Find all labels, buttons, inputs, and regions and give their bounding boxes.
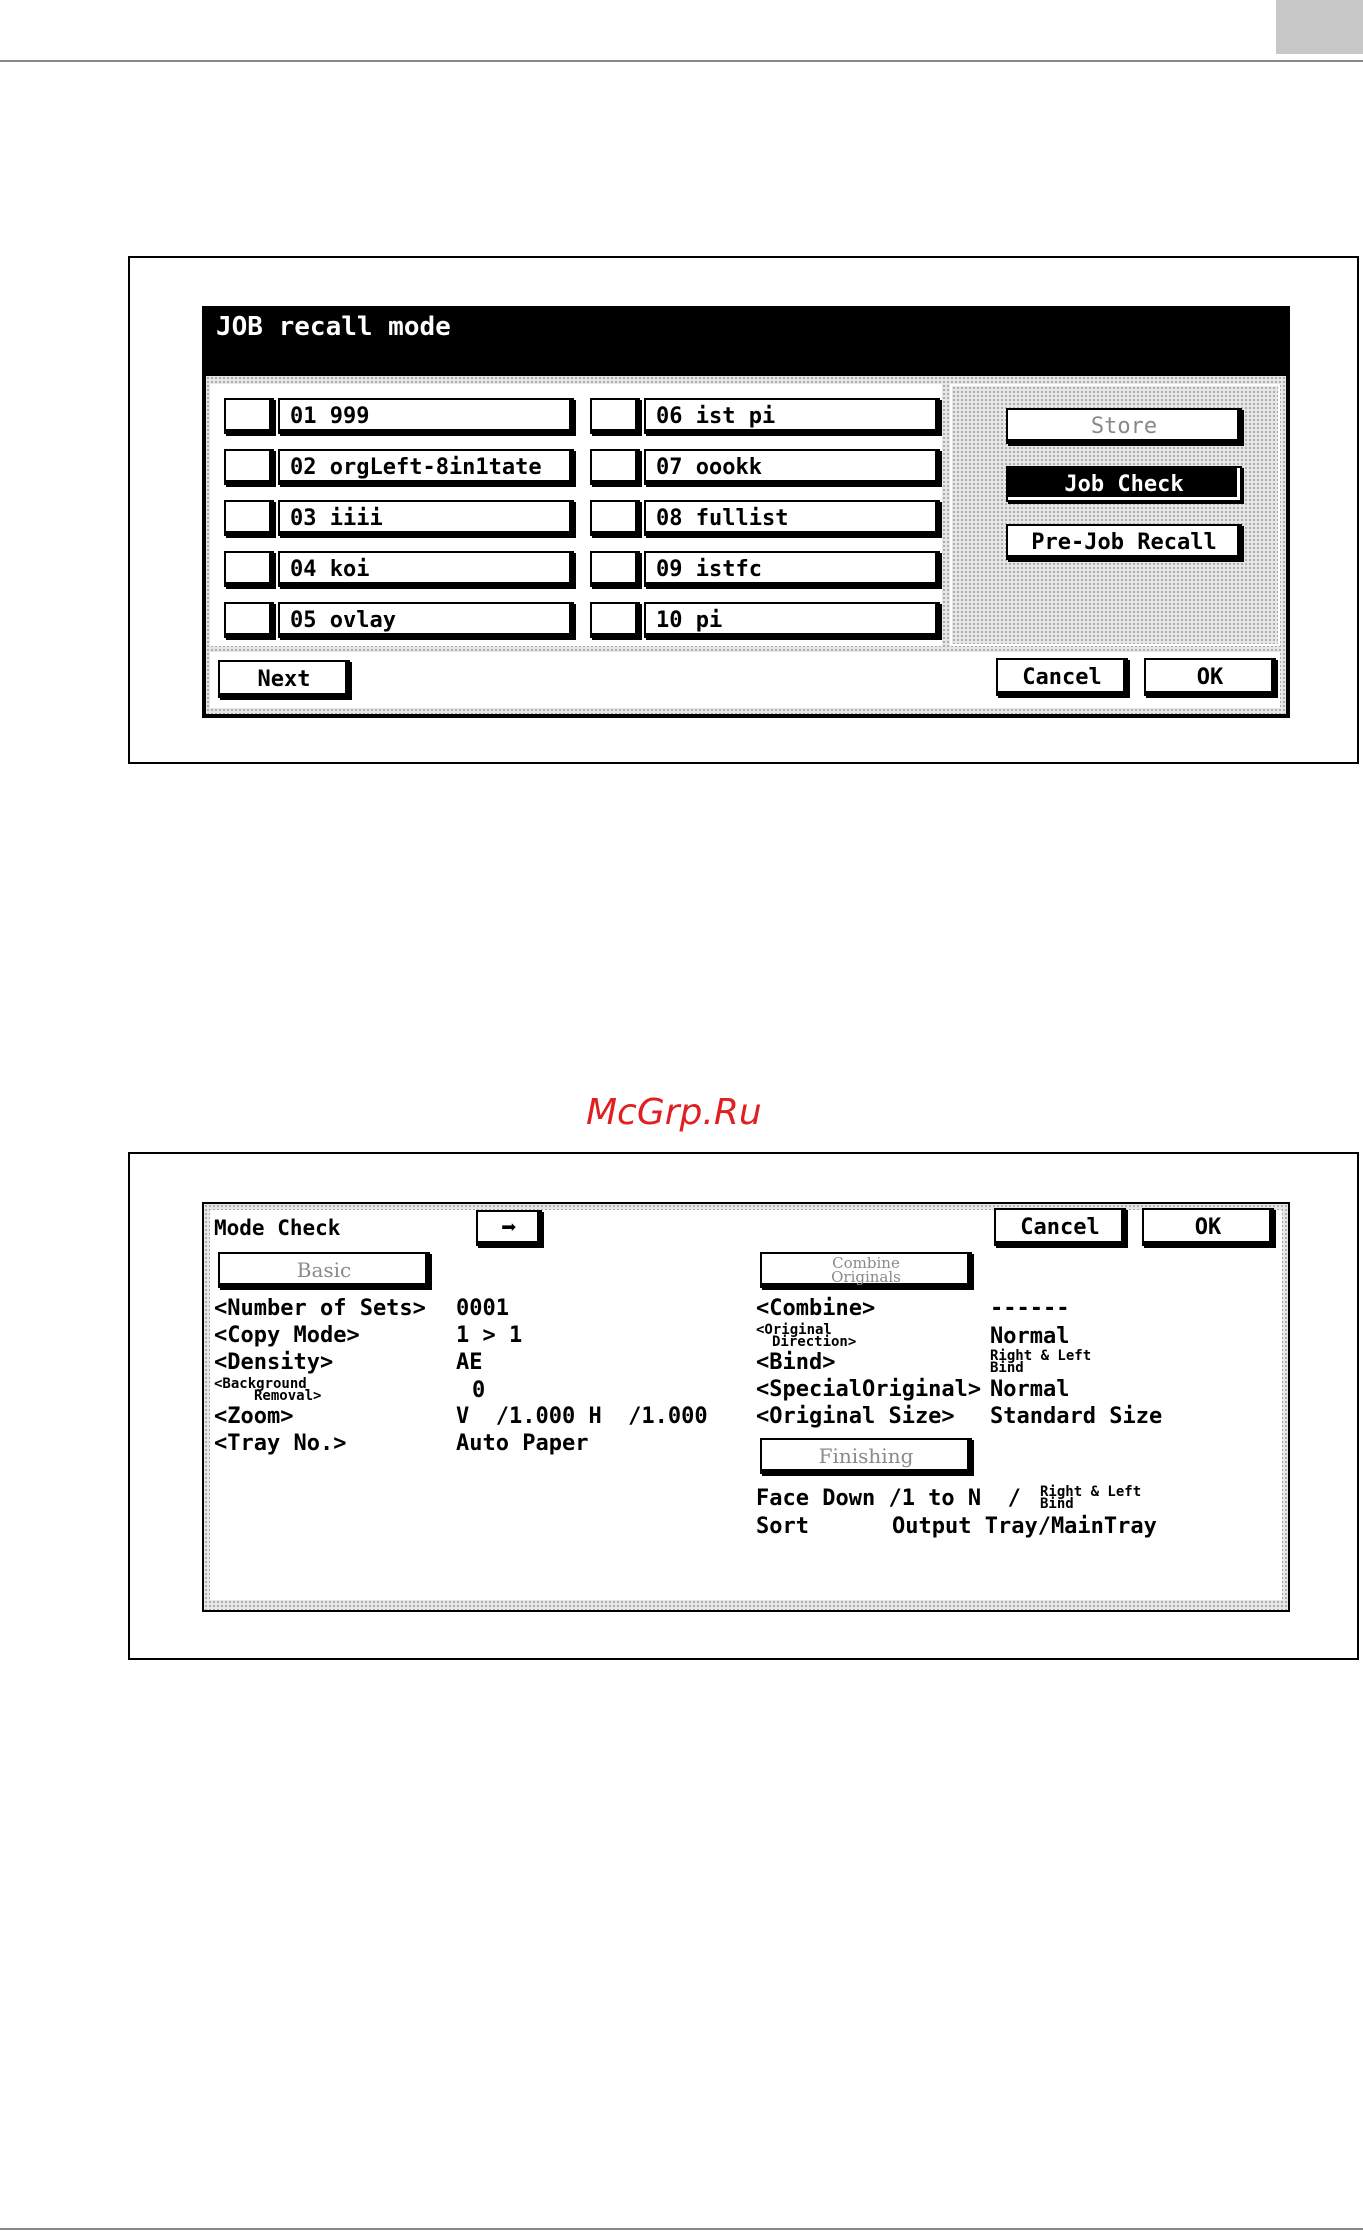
job-button[interactable]: 07 oookk xyxy=(644,449,940,485)
setting-value: 0 xyxy=(472,1378,486,1403)
setting-label: <Background xyxy=(214,1376,307,1392)
setting-label: <Copy Mode> xyxy=(214,1323,360,1348)
setting-label: Direction> xyxy=(772,1334,857,1350)
job-select-box[interactable] xyxy=(590,449,640,485)
ok-button[interactable]: OK xyxy=(1142,1208,1274,1246)
job-button[interactable]: 03 iiii xyxy=(278,500,574,536)
job-check-button[interactable]: Job Check xyxy=(1006,466,1242,502)
finishing-value: Bind xyxy=(1040,1496,1074,1512)
setting-label: <Density> xyxy=(214,1350,334,1375)
job-select-box[interactable] xyxy=(590,602,640,638)
job-select-box[interactable] xyxy=(224,602,274,638)
job-select-box[interactable] xyxy=(590,398,640,434)
mode-check-screen xyxy=(202,1202,1290,1612)
setting-label: <Combine> xyxy=(756,1296,876,1321)
setting-value: Output Tray/MainTray xyxy=(892,1514,1157,1539)
job-button[interactable]: 02 orgLeft-8in1tate xyxy=(278,449,574,485)
job-select-box[interactable] xyxy=(224,398,274,434)
setting-label: <Original xyxy=(756,1322,832,1338)
setting-value: Normal xyxy=(990,1324,1070,1349)
setting-label: Removal> xyxy=(254,1388,322,1404)
basic-section-tab: Basic xyxy=(218,1252,430,1288)
store-button[interactable]: Store xyxy=(1006,408,1242,444)
job-select-box[interactable] xyxy=(590,551,640,587)
job-button[interactable]: 04 koi xyxy=(278,551,574,587)
setting-value: Standard Size xyxy=(990,1404,1163,1429)
setting-value: ------ xyxy=(990,1296,1070,1321)
setting-label: <SpecialOriginal> xyxy=(756,1377,982,1402)
right-arrow-icon: ➡ xyxy=(501,1213,517,1243)
setting-label: <Number of Sets> xyxy=(214,1296,426,1321)
setting-label: <Bind> xyxy=(756,1350,836,1375)
job-select-box[interactable] xyxy=(224,500,274,536)
header-rule xyxy=(0,60,1363,62)
job-recall-screen xyxy=(202,306,1290,718)
ok-button[interactable]: OK xyxy=(1144,658,1276,696)
setting-value: 1 > 1 xyxy=(456,1323,523,1348)
watermark-text: McGrp.Ru xyxy=(586,1092,762,1133)
next-button[interactable]: Next xyxy=(218,660,350,698)
figure-frame-job-recall xyxy=(128,256,1359,764)
setting-value: Normal xyxy=(990,1377,1070,1402)
job-button[interactable]: 06 ist pi xyxy=(644,398,940,434)
setting-label: <Original Size> xyxy=(756,1404,955,1429)
setting-value: Auto Paper xyxy=(456,1431,589,1456)
job-select-box[interactable] xyxy=(590,500,640,536)
pre-job-recall-button[interactable]: Pre-Job Recall xyxy=(1006,524,1242,560)
job-button[interactable]: 10 pi xyxy=(644,602,940,638)
job-button[interactable]: 09 istfc xyxy=(644,551,940,587)
figure-frame-mode-check xyxy=(128,1152,1359,1660)
setting-value: Bind xyxy=(990,1360,1024,1376)
setting-value: V /1.000 H /1.000 xyxy=(456,1404,708,1429)
job-button[interactable]: 05 ovlay xyxy=(278,602,574,638)
mode-check-title: Mode Check xyxy=(214,1216,341,1240)
next-page-button[interactable] xyxy=(476,1210,542,1246)
header-tab xyxy=(1276,0,1363,54)
combine-originals-section-tab: Combine Originals xyxy=(760,1252,972,1288)
finishing-section-tab: Finishing xyxy=(760,1438,972,1474)
job-select-box[interactable] xyxy=(224,551,274,587)
setting-value: 0001 xyxy=(456,1296,509,1321)
job-select-box[interactable] xyxy=(224,449,274,485)
cancel-button[interactable]: Cancel xyxy=(994,1208,1126,1246)
setting-value: Right & Left xyxy=(990,1348,1092,1364)
setting-value: AE xyxy=(456,1350,483,1375)
screen-title: JOB recall mode xyxy=(202,306,1290,376)
job-button[interactable]: 01 999 xyxy=(278,398,574,434)
setting-label: Sort xyxy=(756,1514,809,1539)
setting-label: <Tray No.> xyxy=(214,1431,347,1456)
setting-label: <Zoom> xyxy=(214,1404,294,1429)
job-recall-body xyxy=(206,376,1286,714)
footer-rule xyxy=(0,2228,1363,2230)
finishing-value: Right & Left xyxy=(1040,1484,1142,1500)
finishing-value: Face Down /1 to N / xyxy=(756,1486,1021,1511)
cancel-button[interactable]: Cancel xyxy=(996,658,1128,696)
job-button[interactable]: 08 fullist xyxy=(644,500,940,536)
